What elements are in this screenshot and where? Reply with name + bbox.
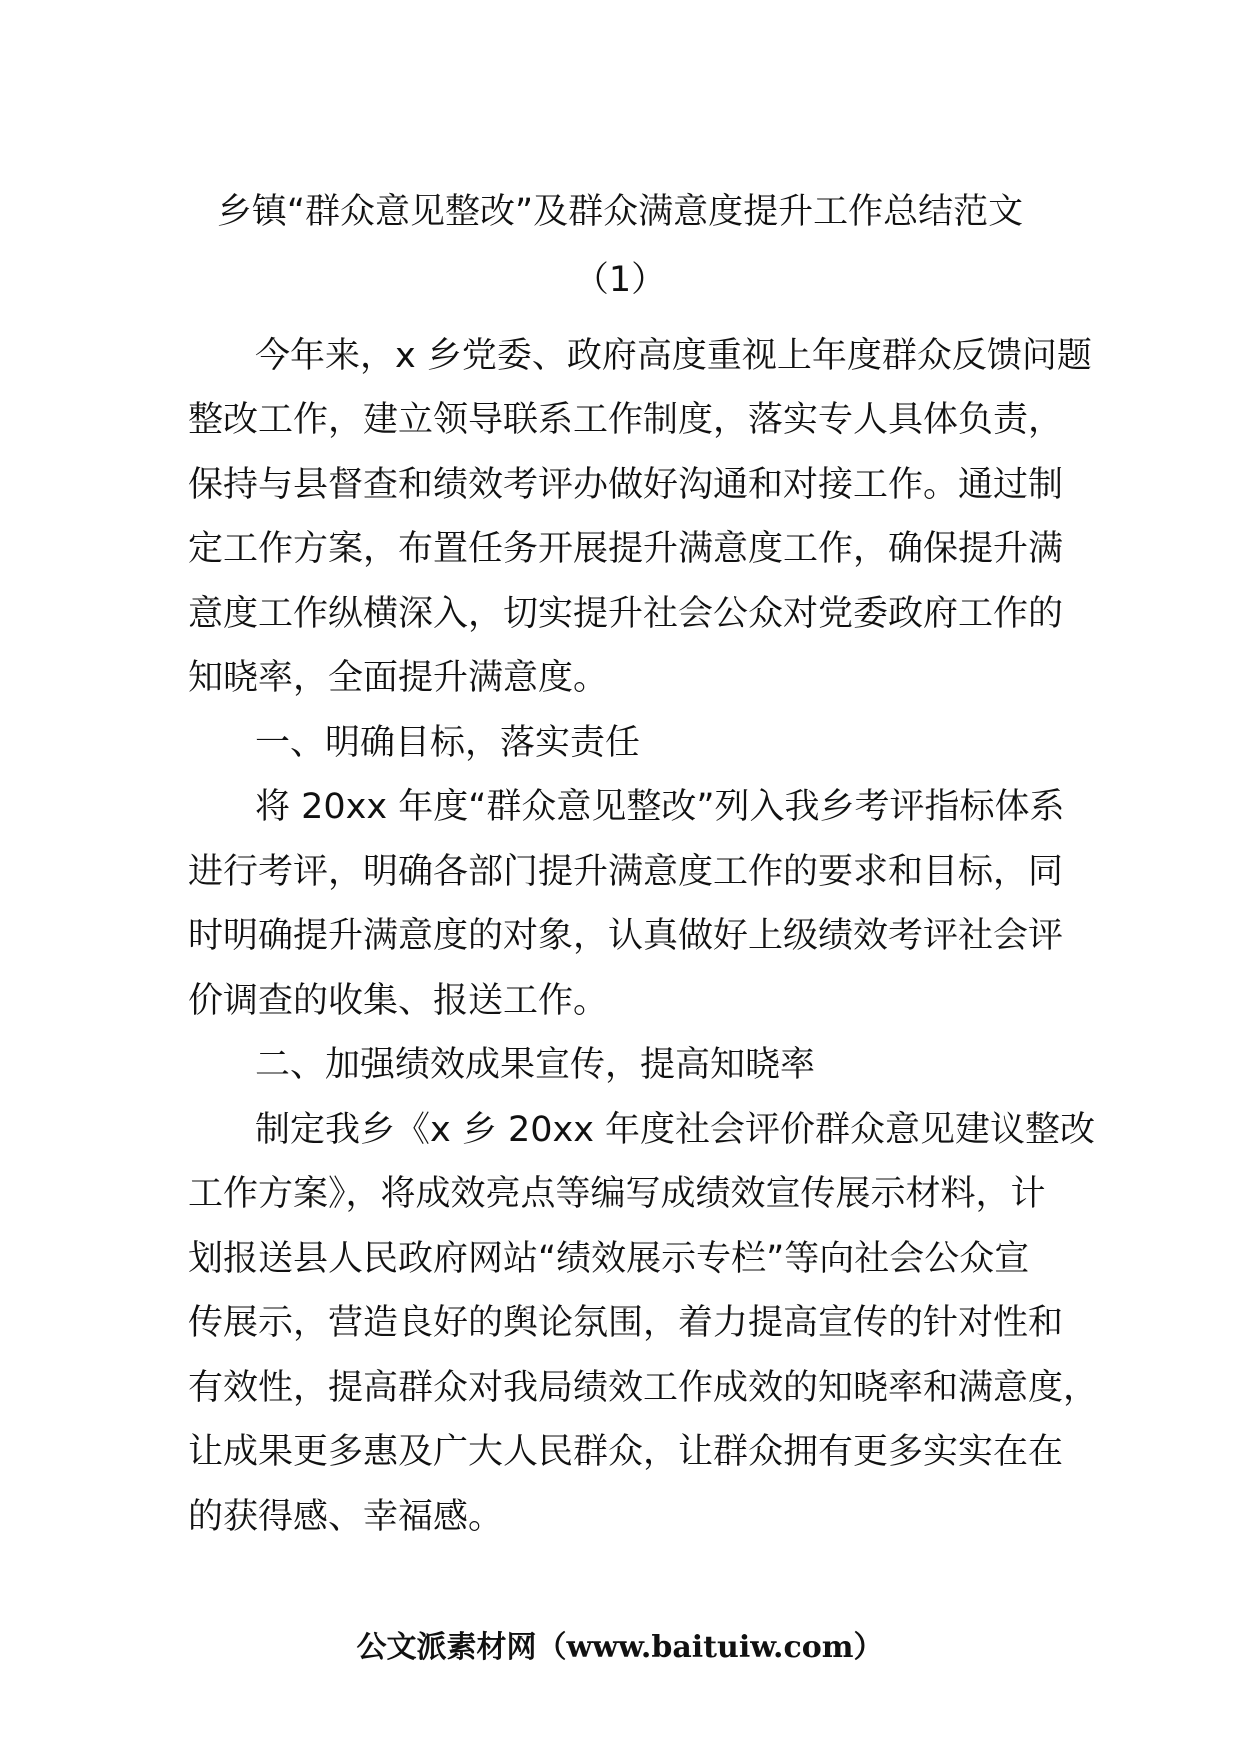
body-line: 整改工作，建立领导联系工作制度，落实专人具体负责， [188,400,1064,440]
footer-source: 公文派素材网（www.baituiw.com） [356,1630,884,1665]
body-line: 意度工作纵横深入，切实提升社会公众对党委政府工作的 [188,594,1064,634]
body-line: 定工作方案，布置任务开展提升满意度工作，确保提升满 [188,529,1064,569]
body-line: 价调查的收集、报送工作。 [188,981,609,1021]
section-heading: 一、明确目标，落实责任 [255,723,641,763]
document-title-number: （1） [573,260,667,300]
body-line: 今年来，x 乡党委、政府高度重视上年度群众反馈问题 [255,336,1092,376]
body-line: 有效性，提高群众对我局绩效工作成效的知晓率和满意度， [188,1368,1099,1408]
body-line: 制定我乡《x 乡 20xx 年度社会评价群众意见建议整改 [255,1110,1096,1150]
body-line: 进行考评，明确各部门提升满意度工作的要求和目标，同 [188,852,1064,892]
section-heading: 二、加强绩效成果宣传，提高知晓率 [255,1045,816,1085]
body-line: 传展示，营造良好的舆论氛围，着力提高宣传的针对性和 [188,1303,1064,1343]
body-line: 划报送县人民政府网站“绩效展示专栏”等向社会公众宣 [188,1239,1030,1279]
body-line: 时明确提升满意度的对象，认真做好上级绩效考评社会评 [188,916,1064,956]
body-line: 工作方案》，将成效亮点等编写成绩效宣传展示材料，计 [188,1174,1046,1214]
body-line: 保持与县督查和绩效考评办做好沟通和对接工作。通过制 [188,465,1064,505]
body-line: 让成果更多惠及广大人民群众，让群众拥有更多实实在在 [188,1432,1064,1472]
body-line: 的获得感、幸福感。 [188,1497,504,1537]
document-title: 乡镇“群众意见整改”及群众满意度提升工作总结范文 [216,192,1024,232]
body-line: 知晓率，全面提升满意度。 [188,658,609,698]
body-line: 将 20xx 年度“群众意见整改”列入我乡考评指标体系 [255,787,1065,827]
